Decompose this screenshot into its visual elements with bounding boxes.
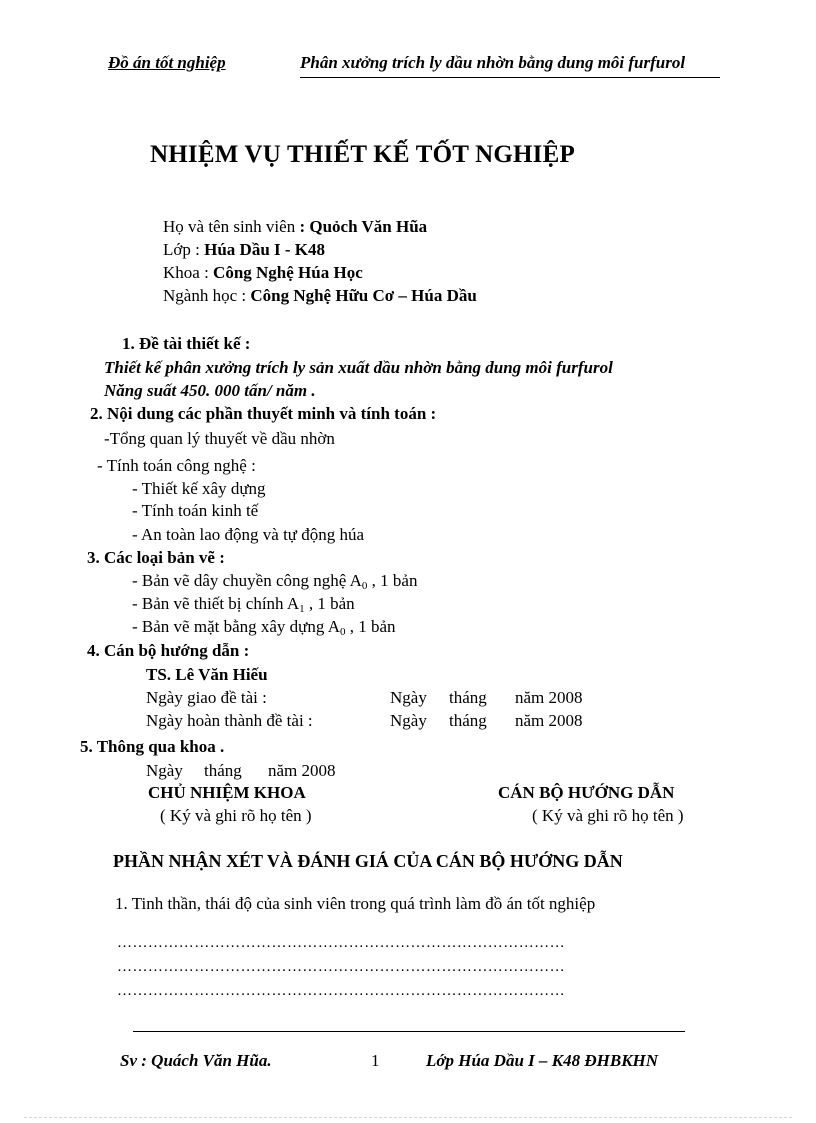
student-name-label: Họ và tên sinh viên <box>163 217 296 236</box>
page-number: 1 <box>371 1051 380 1070</box>
page-title: NHIỆM VỤ THIẾT KẾ TỐT NGHIỆP <box>150 141 575 168</box>
section1-topic-line1: Thiết kế phân xưởng trích ly sản xuất dầu nhờn bằng dung môi furfurol <box>104 358 613 377</box>
student-major: Công Nghệ Hữu Cơ – Húa Dầu <box>250 286 477 305</box>
section4-heading: 4. Cán bộ hướng dẫn : <box>87 641 250 660</box>
student-faculty-line <box>163 263 363 283</box>
section2-item: -Tổng quan lý thuyết về dầu nhờn <box>104 429 335 448</box>
student-class-label: Lớp : <box>163 240 205 259</box>
student-name-line <box>163 217 427 237</box>
section1-heading: 1. Đề tài thiết kế : <box>122 334 251 353</box>
advisor-sign-note: ( Ký và ghi rõ họ tên ) <box>532 806 684 825</box>
assign-day: Ngày <box>390 688 427 707</box>
complete-month: tháng <box>449 711 487 730</box>
page-edge <box>24 1117 792 1118</box>
header-left: Đồ án tốt nghiệp <box>108 53 226 72</box>
drawing-item: - Bản vẽ mặt bằng xây dựng $A_0$ , 1 bản <box>132 617 396 638</box>
dotted-line: …………………………………………………………………………… <box>117 983 566 999</box>
section1-topic-line2: Năng suất 450. 000 tấn/ năm . <box>104 381 316 400</box>
advisor-title: CÁN BỘ HƯỚNG DẪN <box>498 783 675 802</box>
student-class: Húa Dầu I - K48 <box>204 240 326 259</box>
review-heading: PHẦN NHẬN XÉT VÀ ĐÁNH GIÁ CỦA CÁN BỘ HƯỚNG DẪN <box>113 851 623 871</box>
approval-year: năm 2008 <box>268 761 336 780</box>
footer-rule <box>133 1031 685 1032</box>
complete-date-label: Ngày hoàn thành đề tài : <box>146 711 313 730</box>
student-name: Quỏch Văn Hũa <box>309 217 428 236</box>
section2-item: - Tính toán công nghệ : <box>97 456 256 475</box>
assign-date-label: Ngày giao đề tài : <box>146 688 267 707</box>
dotted-line: …………………………………………………………………………… <box>117 959 566 975</box>
footer-right: Lớp Húa Dầu I – K48 ĐHBKHN <box>426 1051 659 1070</box>
dean-title: CHỦ NHIỆM KHOA <box>148 783 306 802</box>
student-name-sep: : <box>295 217 310 236</box>
section3-heading: 3. Các loại bản vẽ : <box>87 548 225 567</box>
assign-month: tháng <box>449 688 487 707</box>
approval-month: tháng <box>204 761 242 780</box>
student-major-label: Ngành học : <box>163 286 251 305</box>
section2-heading: 2. Nội dung các phần thuyết minh và tính toán : <box>90 404 437 423</box>
complete-day: Ngày <box>390 711 427 730</box>
section5-heading: 5. Thông qua khoa . <box>80 737 225 756</box>
student-faculty: Công Nghệ Húa Học <box>213 263 363 282</box>
drawing-item: - Bản vẽ dây chuyền công nghệ $A_0$ , 1 bản <box>132 571 418 592</box>
section2-item: - An toàn lao động và tự động húa <box>132 525 365 544</box>
section2-item: - Thiết kế xây dựng <box>132 479 266 498</box>
student-major-line <box>163 286 477 306</box>
header-rule <box>300 77 720 78</box>
complete-year: năm 2008 <box>515 711 583 730</box>
student-faculty-label: Khoa : <box>163 263 214 282</box>
section2-item: - Tính toán kinh tế <box>132 501 259 520</box>
footer-left: Sv : Quách Văn Hũa. <box>120 1051 272 1070</box>
header-right: Phân xưởng trích ly dầu nhờn bằng dung môi furfurol <box>300 53 686 72</box>
review-item1: 1. Tinh thần, thái độ của sinh viên trong quá trình làm đồ án tốt nghiệp <box>115 894 596 913</box>
dean-sign-note: ( Ký và ghi rõ họ tên ) <box>160 806 312 825</box>
drawing-item: - Bản vẽ thiết bị chính $A_1$ , 1 bản <box>132 594 355 615</box>
assign-year: năm 2008 <box>515 688 583 707</box>
student-class-line <box>163 240 325 260</box>
dotted-line: …………………………………………………………………………… <box>117 935 566 951</box>
advisor-name: TS. Lê Văn Hiếu <box>146 665 268 684</box>
approval-day: Ngày <box>146 761 183 780</box>
